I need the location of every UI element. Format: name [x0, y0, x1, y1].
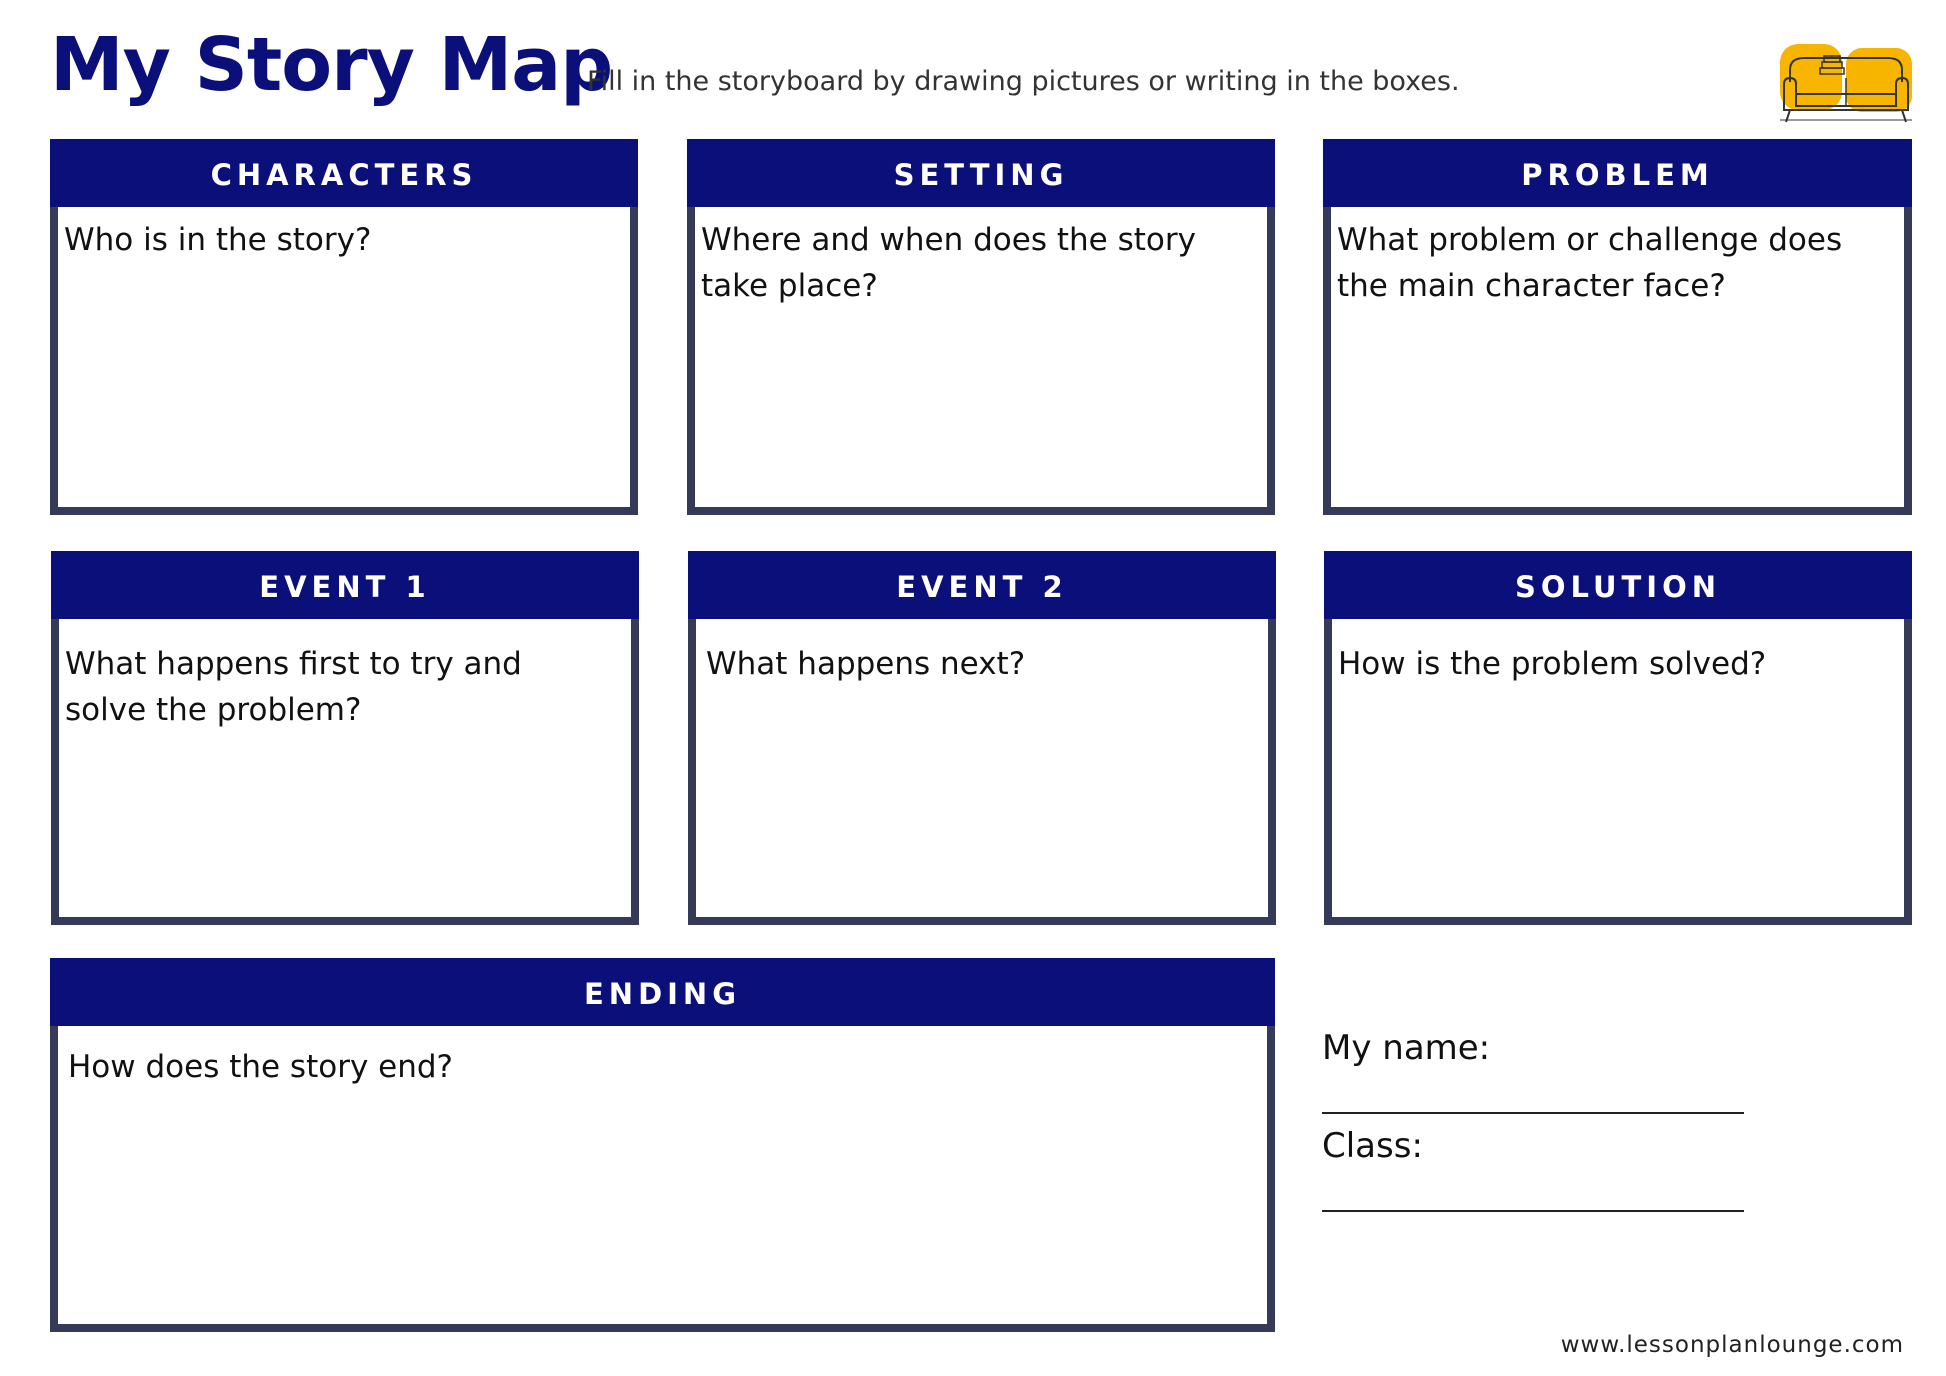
event-2-card — [688, 551, 1276, 925]
event-1-writing-box[interactable] — [51, 619, 639, 925]
characters-writing-box[interactable] — [50, 207, 638, 515]
card-prompt: What happens next? — [706, 646, 1026, 682]
solution-writing-box[interactable] — [1324, 619, 1912, 925]
page-subtitle: Fill in the storyboard by drawing pictures or writing in the boxes. — [587, 66, 1460, 97]
setting-writing-box[interactable] — [687, 207, 1275, 515]
class-field[interactable] — [1322, 1210, 1744, 1212]
characters-card — [50, 139, 638, 515]
problem-card — [1323, 139, 1912, 515]
card-prompt: Where and when does the story take place? — [701, 222, 1196, 304]
card-header: CHARACTERS — [50, 139, 638, 211]
card-header: SETTING — [687, 139, 1275, 211]
card-header: ENDING — [50, 958, 1275, 1030]
class-label: Class: — [1322, 1126, 1423, 1166]
card-header: SOLUTION — [1324, 551, 1912, 623]
problem-writing-box[interactable] — [1323, 207, 1912, 515]
ending-writing-box[interactable] — [50, 1026, 1275, 1332]
card-prompt: Who is in the story? — [64, 222, 372, 258]
website-link[interactable]: www.lessonplanlounge.com — [1560, 1332, 1904, 1358]
name-field[interactable] — [1322, 1112, 1744, 1114]
event-2-writing-box[interactable] — [688, 619, 1276, 925]
event-1-card — [51, 551, 639, 925]
card-header: EVENT 1 — [51, 551, 639, 623]
setting-card — [687, 139, 1275, 515]
solution-card — [1324, 551, 1912, 925]
page-title: My Story Map — [50, 22, 613, 108]
card-prompt: How is the problem solved? — [1338, 646, 1767, 682]
card-prompt: What happens first to try and solve the problem? — [65, 646, 522, 728]
card-prompt: How does the story end? — [68, 1049, 454, 1085]
ending-card — [50, 958, 1275, 1332]
sofa-with-books-icon — [1776, 38, 1916, 128]
card-header: EVENT 2 — [688, 551, 1276, 623]
card-header: PROBLEM — [1323, 139, 1912, 211]
name-label: My name: — [1322, 1028, 1491, 1068]
card-prompt: What problem or challenge does the main character face? — [1337, 222, 1843, 304]
